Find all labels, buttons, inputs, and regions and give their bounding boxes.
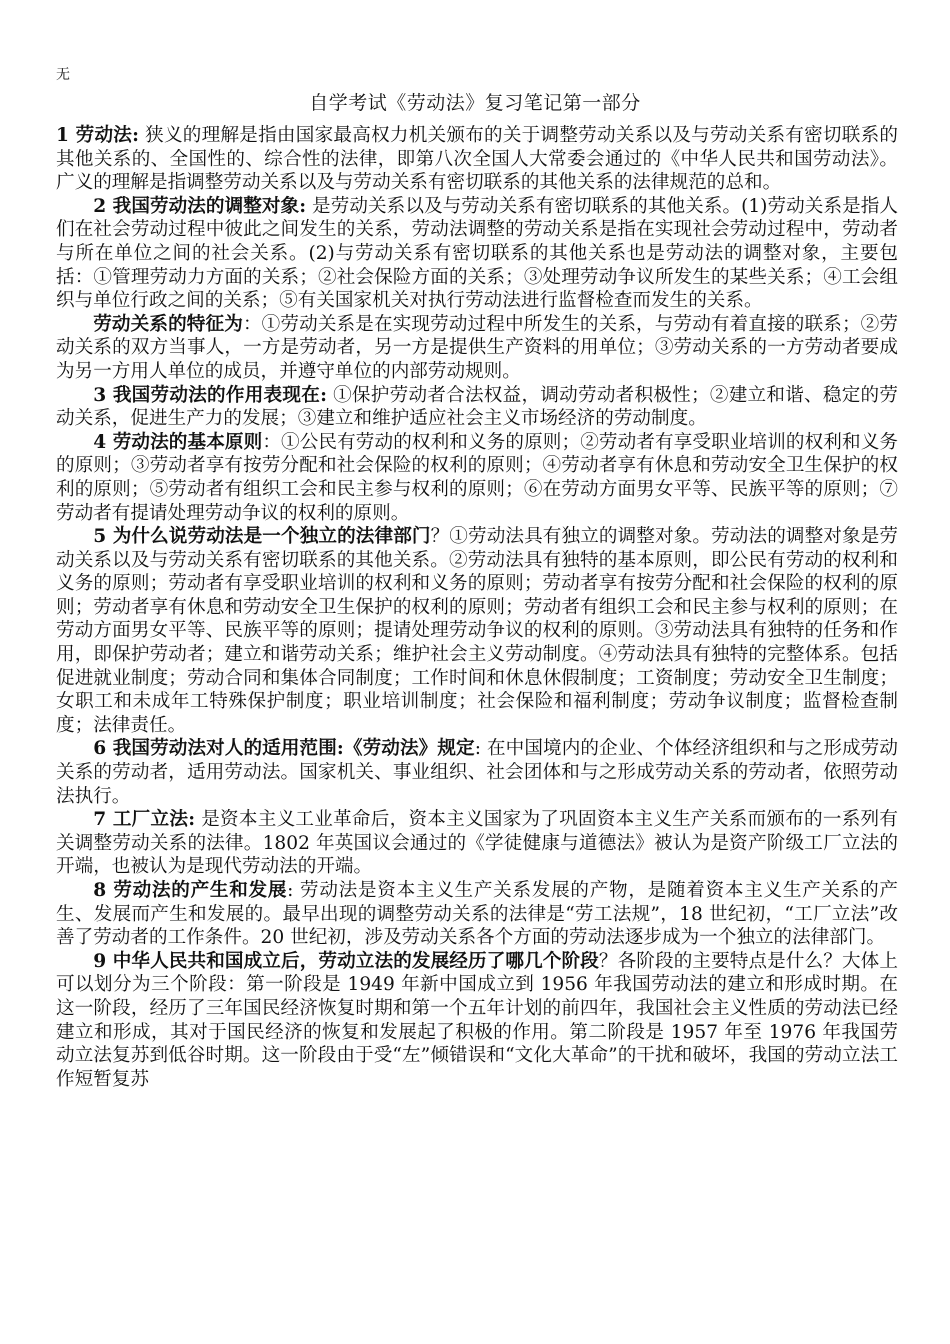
paragraph-heading: 劳动关系的特征为 (93, 313, 243, 335)
paragraph-heading: 2 我国劳动法的调整对象: (93, 195, 307, 217)
paragraph-3 (56, 384, 898, 431)
paragraph-heading: 8 劳动法的产生和发展 (93, 880, 288, 901)
paragraph-heading: 3 我国劳动法的作用表现在: (93, 384, 327, 406)
paragraph-7 (56, 808, 898, 879)
paragraph-text: ：①公民有劳动的权利和义务的原则；②劳动者有享受职业培训的权利和义务的原则；③劳动者享有按劳分配和社会保险的权利的原则；④劳动者享有休息和劳动安全卫生保护的权利的原则；⑤劳动者有组织工会和民主参与权利的原则；⑥在劳动方面男女平等、民族平等的原则；⑦劳动者有提请处理劳动争议的权利的原则。 (56, 431, 898, 524)
paragraph-heading: 4 劳动法的基本原则 (93, 431, 263, 453)
corner-mark: 无 (56, 67, 70, 83)
paragraph-text: ？①劳动法具有独立的调整对象。劳动法的调整对象是劳动关系以及与劳动关系有密切联系的其他关系。②劳动法具有独特的基本原则，即公民有劳动的权利和义务的原则；劳动者有享受职业培训的权利和义务的原则；劳动者享有按劳分配和社会保险的权利的原则；劳动者享有休息和劳动安全卫生保护的权利的原则；劳动者有组织工会和民主参与权利的原则；在劳动方面男女平等、民族平等的原则；提请处理劳动争议的权利的原则。③劳动法具有独特的任务和作用，即保护劳动者；建立和谐劳动关系；维护社会主义劳动制度。④劳动法具有独特的完整体系。包括促进就业制度；劳动合同和集体合同制度；工作时间和休息休假制度；工资制度；劳动安全卫生制度；女职工和未成年工特殊保护制度；职业培训制度；社会保险和福利制度；劳动争议制度；监督检查制度；法律责任。 (56, 526, 898, 736)
paragraph-text: 狭义的理解是指由国家最高权力机关颁布的关于调整劳动关系以及与劳动关系有密切联系的其他关系的、全国性的、综合性的法律，即第八次全国人大常委会通过的《中华人民共和国劳动法》。广义的理解是指调整劳动关系以及与劳动关系有密切联系的其他关系的法律规范的总和。 (56, 125, 898, 194)
paragraph-heading: 7 工厂立法: (93, 809, 196, 831)
paragraph-text: : 劳动法是资本主义生产关系发展的产物，是随着资本主义生产关系的产生、发展而产生和发展的。最早出现的调整劳动关系的法律是“劳工法规”，18 世纪初，“工厂立法”改善了劳动者的工作条件。20 世纪初，涉及劳动关系各个方面的劳动法逐步成为一个独立的法律部门。 (56, 880, 898, 949)
document-title: 自学考试《劳动法》复习笔记第一部分 (309, 92, 641, 114)
paragraph-heading: 5 为什么说劳动法是一个独立的法律部门 (93, 526, 431, 548)
paragraph-8 (56, 879, 898, 950)
paragraph-text: 是劳动关系以及与劳动关系有密切联系的其他关系。(1)劳动关系是指人们在社会劳动过程中彼此之间发生的关系，劳动法调整的劳动关系是指在实现社会劳动过程中，劳动者与所在单位之间的社会关系。(2)与劳动关系有密切联系的其他关系也是劳动法的调整对象，主要包括：①管理劳动力方面的关系；②社会保险方面的关系；③处理劳动争议所发生的某些关系；④工会组织与单位行政之间的关系；⑤有关国家机关对执行劳动法进行监督检查而发生的关系。 (56, 195, 899, 312)
paragraph-6 (56, 737, 898, 808)
paragraph-1 (56, 124, 898, 195)
paragraph-heading: 9 中华人民共和国成立后，劳动立法的发展经历了哪几个阶段 (93, 950, 599, 972)
paragraph-9 (56, 950, 898, 1092)
paragraph-5 (56, 525, 898, 737)
document-body (56, 124, 898, 1091)
paragraph-heading: 6 我国劳动法对人的适用范围:《劳动法》规定 (93, 738, 475, 760)
paragraph-text: 是资本主义工业革命后，资本主义国家为了巩固资本主义生产关系而颁布的一系列有关调整劳动关系的法律。1802 年英国议会通过的《学徒健康与道德法》被认为是资产阶级工厂立法的开端，也被认为是现代劳动法的开端。 (56, 809, 898, 878)
paragraph-text: ：①劳动关系是在实现劳动过程中所发生的关系，与劳动有着直接的联系；②劳动关系的双方当事人，一方是劳动者，另一方是提供生产资料的用单位；③劳动关系的一方劳动者要成为另一方用人单位的成员，并遵守单位的内部劳动规则。 (56, 313, 898, 382)
paragraph-text: ①保护劳动者合法权益，调动劳动者积极性；②建立和谐、稳定的劳动关系，促进生产力的发展；③建立和维护适应社会主义市场经济的劳动制度。 (56, 384, 898, 430)
paragraph-heading: 1 劳动法: (56, 125, 139, 146)
paragraph-2 (56, 195, 898, 313)
paragraph-4 (56, 431, 898, 525)
paragraph-labor-relation-features (56, 313, 898, 384)
paragraph-text: : 在中国境内的企业、个体经济组织和与之形成劳动关系的劳动者，适用劳动法。国家机关、事业组织、社会团体和与之形成劳动关系的劳动者，依照劳动法执行。 (56, 738, 898, 807)
paragraph-text: ？各阶段的主要特点是什么？大体上可以划分为三个阶段：第一阶段是 1949 年新中国成立到 1956 年我国劳动法的建立和形成时期。在这一阶段，经历了三年国民经济恢复时期和第一个五年计划的前四年，我国社会主义性质的劳动法已经建立和形成，其对于国民经济的恢复和发展起了积极的作用。第二阶段是 1957 年至 1976 年我国劳动立法复苏到低谷时期。这一阶段由于受“左”倾错误和“文化大革命”的干扰和破坏，我国的劳动立法工作短暂复苏 (56, 950, 898, 1090)
